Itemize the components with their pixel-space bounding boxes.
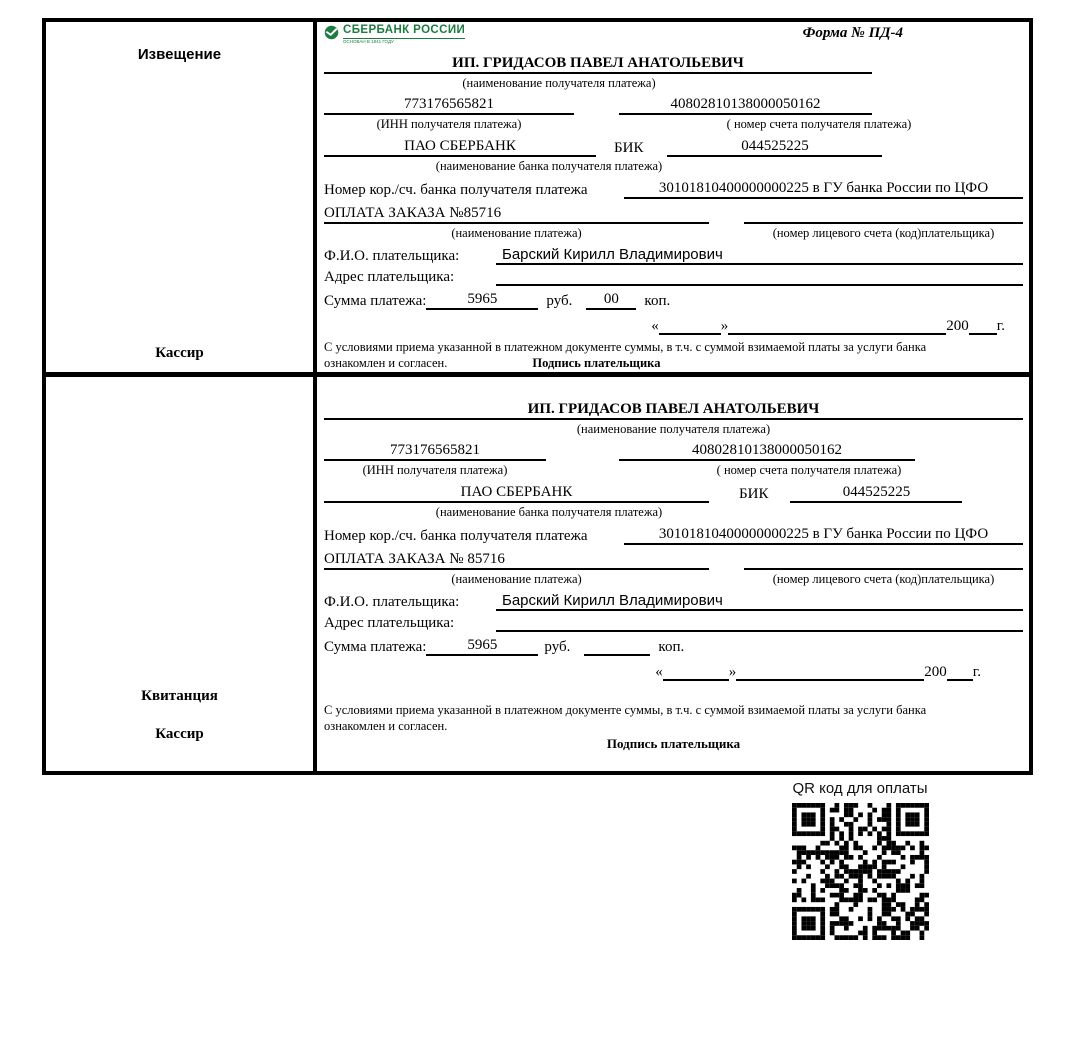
date-year-suffix: г. xyxy=(996,318,1005,334)
receipt-cashier-label: Кассир xyxy=(155,726,204,742)
receipt-main-column xyxy=(317,377,1029,771)
amount-label: Сумма платежа: xyxy=(324,293,427,309)
payment-purpose-value: ОПЛАТА ЗАКАЗА №85716 xyxy=(324,205,709,224)
payment-name-label: (наименование платежа) xyxy=(451,226,582,240)
payee-account-value: 40802810138000050162 xyxy=(619,442,915,461)
bik-label: БИК xyxy=(614,140,644,156)
payer-code-label: (номер лицевого счета (код)плательщика) xyxy=(772,572,995,586)
rub-label: руб. xyxy=(544,639,571,655)
payer-address-value xyxy=(496,267,1023,286)
corr-account-value: 30101810400000000225 в ГУ банка России по ЦФО xyxy=(624,526,1023,545)
sberbank-logo-tagline: ОСНОВАН В 1841 ГОДУ xyxy=(343,38,394,44)
payee-inn-label: (ИНН получателя платежа) xyxy=(362,463,508,477)
date-quote-close: » xyxy=(720,318,729,334)
payee-name-label: (наименование получателя платежа) xyxy=(576,422,771,436)
payer-code-value xyxy=(744,551,1023,570)
sberbank-logo xyxy=(324,25,465,44)
payee-inn-value: 773176565821 xyxy=(324,442,546,461)
date-year-value xyxy=(969,316,997,335)
payment-name-label: (наименование платежа) xyxy=(451,572,582,586)
payee-inn-label: (ИНН получателя платежа) xyxy=(376,117,522,131)
amount-rub-value: 5965 xyxy=(426,291,538,310)
notice-terms xyxy=(324,340,1023,371)
payer-fio-label: Ф.И.О. плательщика: xyxy=(324,248,460,264)
payee-name-value: ИП. ГРИДАСОВ ПАВЕЛ АНАТОЛЬЕВИЧ xyxy=(324,55,872,74)
payee-account-label: ( номер счета получателя платежа) xyxy=(716,463,902,477)
kop-label: коп. xyxy=(658,639,685,655)
notice-cashier-label: Кассир xyxy=(155,345,204,361)
bank-name-value: ПАО СБЕРБАНК xyxy=(324,138,596,157)
notice-side-column xyxy=(46,22,317,372)
amount-kop-value: 00 xyxy=(586,291,636,310)
terms-line2: ознакомлен и согласен. xyxy=(324,718,448,733)
payer-address-value xyxy=(496,613,1023,632)
terms-line2: ознакомлен и согласен. xyxy=(324,355,448,370)
bik-value: 044525225 xyxy=(790,484,962,503)
notice-title: Извещение xyxy=(137,46,222,63)
bik-label: БИК xyxy=(739,486,769,502)
receipt-terms xyxy=(324,703,1023,753)
date-quote-open: « xyxy=(655,664,663,680)
terms-line1: С условиями приема указанной в платежном документе суммы, в т.ч. с суммой взимаемой платы за услуги банка xyxy=(324,340,927,354)
payee-account-label: ( номер счета получателя платежа) xyxy=(726,117,912,131)
payer-signature-label: Подпись плательщика xyxy=(606,736,741,752)
pd4-form xyxy=(42,18,1033,775)
payee-name-label: (наименование получателя платежа) xyxy=(462,76,656,90)
date-day-value xyxy=(663,662,729,681)
qr-label: QR код для оплаты xyxy=(792,780,928,797)
payer-fio-label: Ф.И.О. плательщика: xyxy=(324,594,460,610)
rub-label: руб. xyxy=(546,293,573,309)
date-quote-close: » xyxy=(728,664,737,680)
date-year-value xyxy=(947,662,973,681)
payer-code-label: (номер лицевого счета (код)плательщика) xyxy=(772,226,995,240)
date-month-value xyxy=(736,662,924,681)
payer-signature-label: Подпись плательщика xyxy=(532,355,661,370)
receipt-side-column xyxy=(46,377,317,771)
notice-main-column xyxy=(317,22,1029,372)
payee-inn-value: 773176565821 xyxy=(324,96,574,115)
receipt-section xyxy=(46,377,1029,771)
date-quote-open: « xyxy=(651,318,659,334)
qr-section xyxy=(760,780,960,945)
amount-label: Сумма платежа: xyxy=(324,639,427,655)
sberbank-logo-icon xyxy=(324,25,339,40)
payee-name-value: ИП. ГРИДАСОВ ПАВЕЛ АНАТОЛЬЕВИЧ xyxy=(324,401,1023,420)
date-day-value xyxy=(659,316,721,335)
date-year-suffix: г. xyxy=(972,664,981,680)
corr-account-label: Номер кор./сч. банка получателя платежа xyxy=(324,528,588,544)
form-number: Форма № ПД-4 xyxy=(802,25,903,41)
payer-fio-value: Барский Кирилл Владимирович xyxy=(496,246,1023,265)
corr-account-label: Номер кор./сч. банка получателя платежа xyxy=(324,182,588,198)
sberbank-logo-text: СБЕРБАНК РОССИИ xyxy=(343,25,465,39)
date-month-value xyxy=(728,316,946,335)
date-year-prefix: 200 xyxy=(946,318,969,334)
payee-account-value: 40802810138000050162 xyxy=(619,96,872,115)
kop-label: коп. xyxy=(644,293,671,309)
bank-name-value: ПАО СБЕРБАНК xyxy=(324,484,709,503)
payment-purpose-value: ОПЛАТА ЗАКАЗА № 85716 xyxy=(324,551,709,570)
bank-name-label: (наименование банка получателя платежа) xyxy=(435,159,663,173)
bank-name-label: (наименование банка получателя платежа) xyxy=(435,505,663,519)
amount-kop-value xyxy=(584,637,650,656)
payer-fio-value: Барский Кирилл Владимирович xyxy=(496,592,1023,611)
bik-value: 044525225 xyxy=(667,138,882,157)
payer-address-label: Адрес плательщика: xyxy=(324,269,455,285)
corr-account-value: 30101810400000000225 в ГУ банка России по ЦФО xyxy=(624,180,1023,199)
date-year-prefix: 200 xyxy=(924,664,947,680)
amount-rub-value: 5965 xyxy=(426,637,538,656)
notice-section xyxy=(46,22,1029,377)
qr-code xyxy=(792,803,929,940)
payer-code-value xyxy=(744,205,1023,224)
receipt-title: Квитанция xyxy=(141,688,218,704)
terms-line1: С условиями приема указанной в платежном документе суммы, в т.ч. с суммой взимаемой платы за услуги банка xyxy=(324,703,927,717)
payer-address-label: Адрес плательщика: xyxy=(324,615,455,631)
